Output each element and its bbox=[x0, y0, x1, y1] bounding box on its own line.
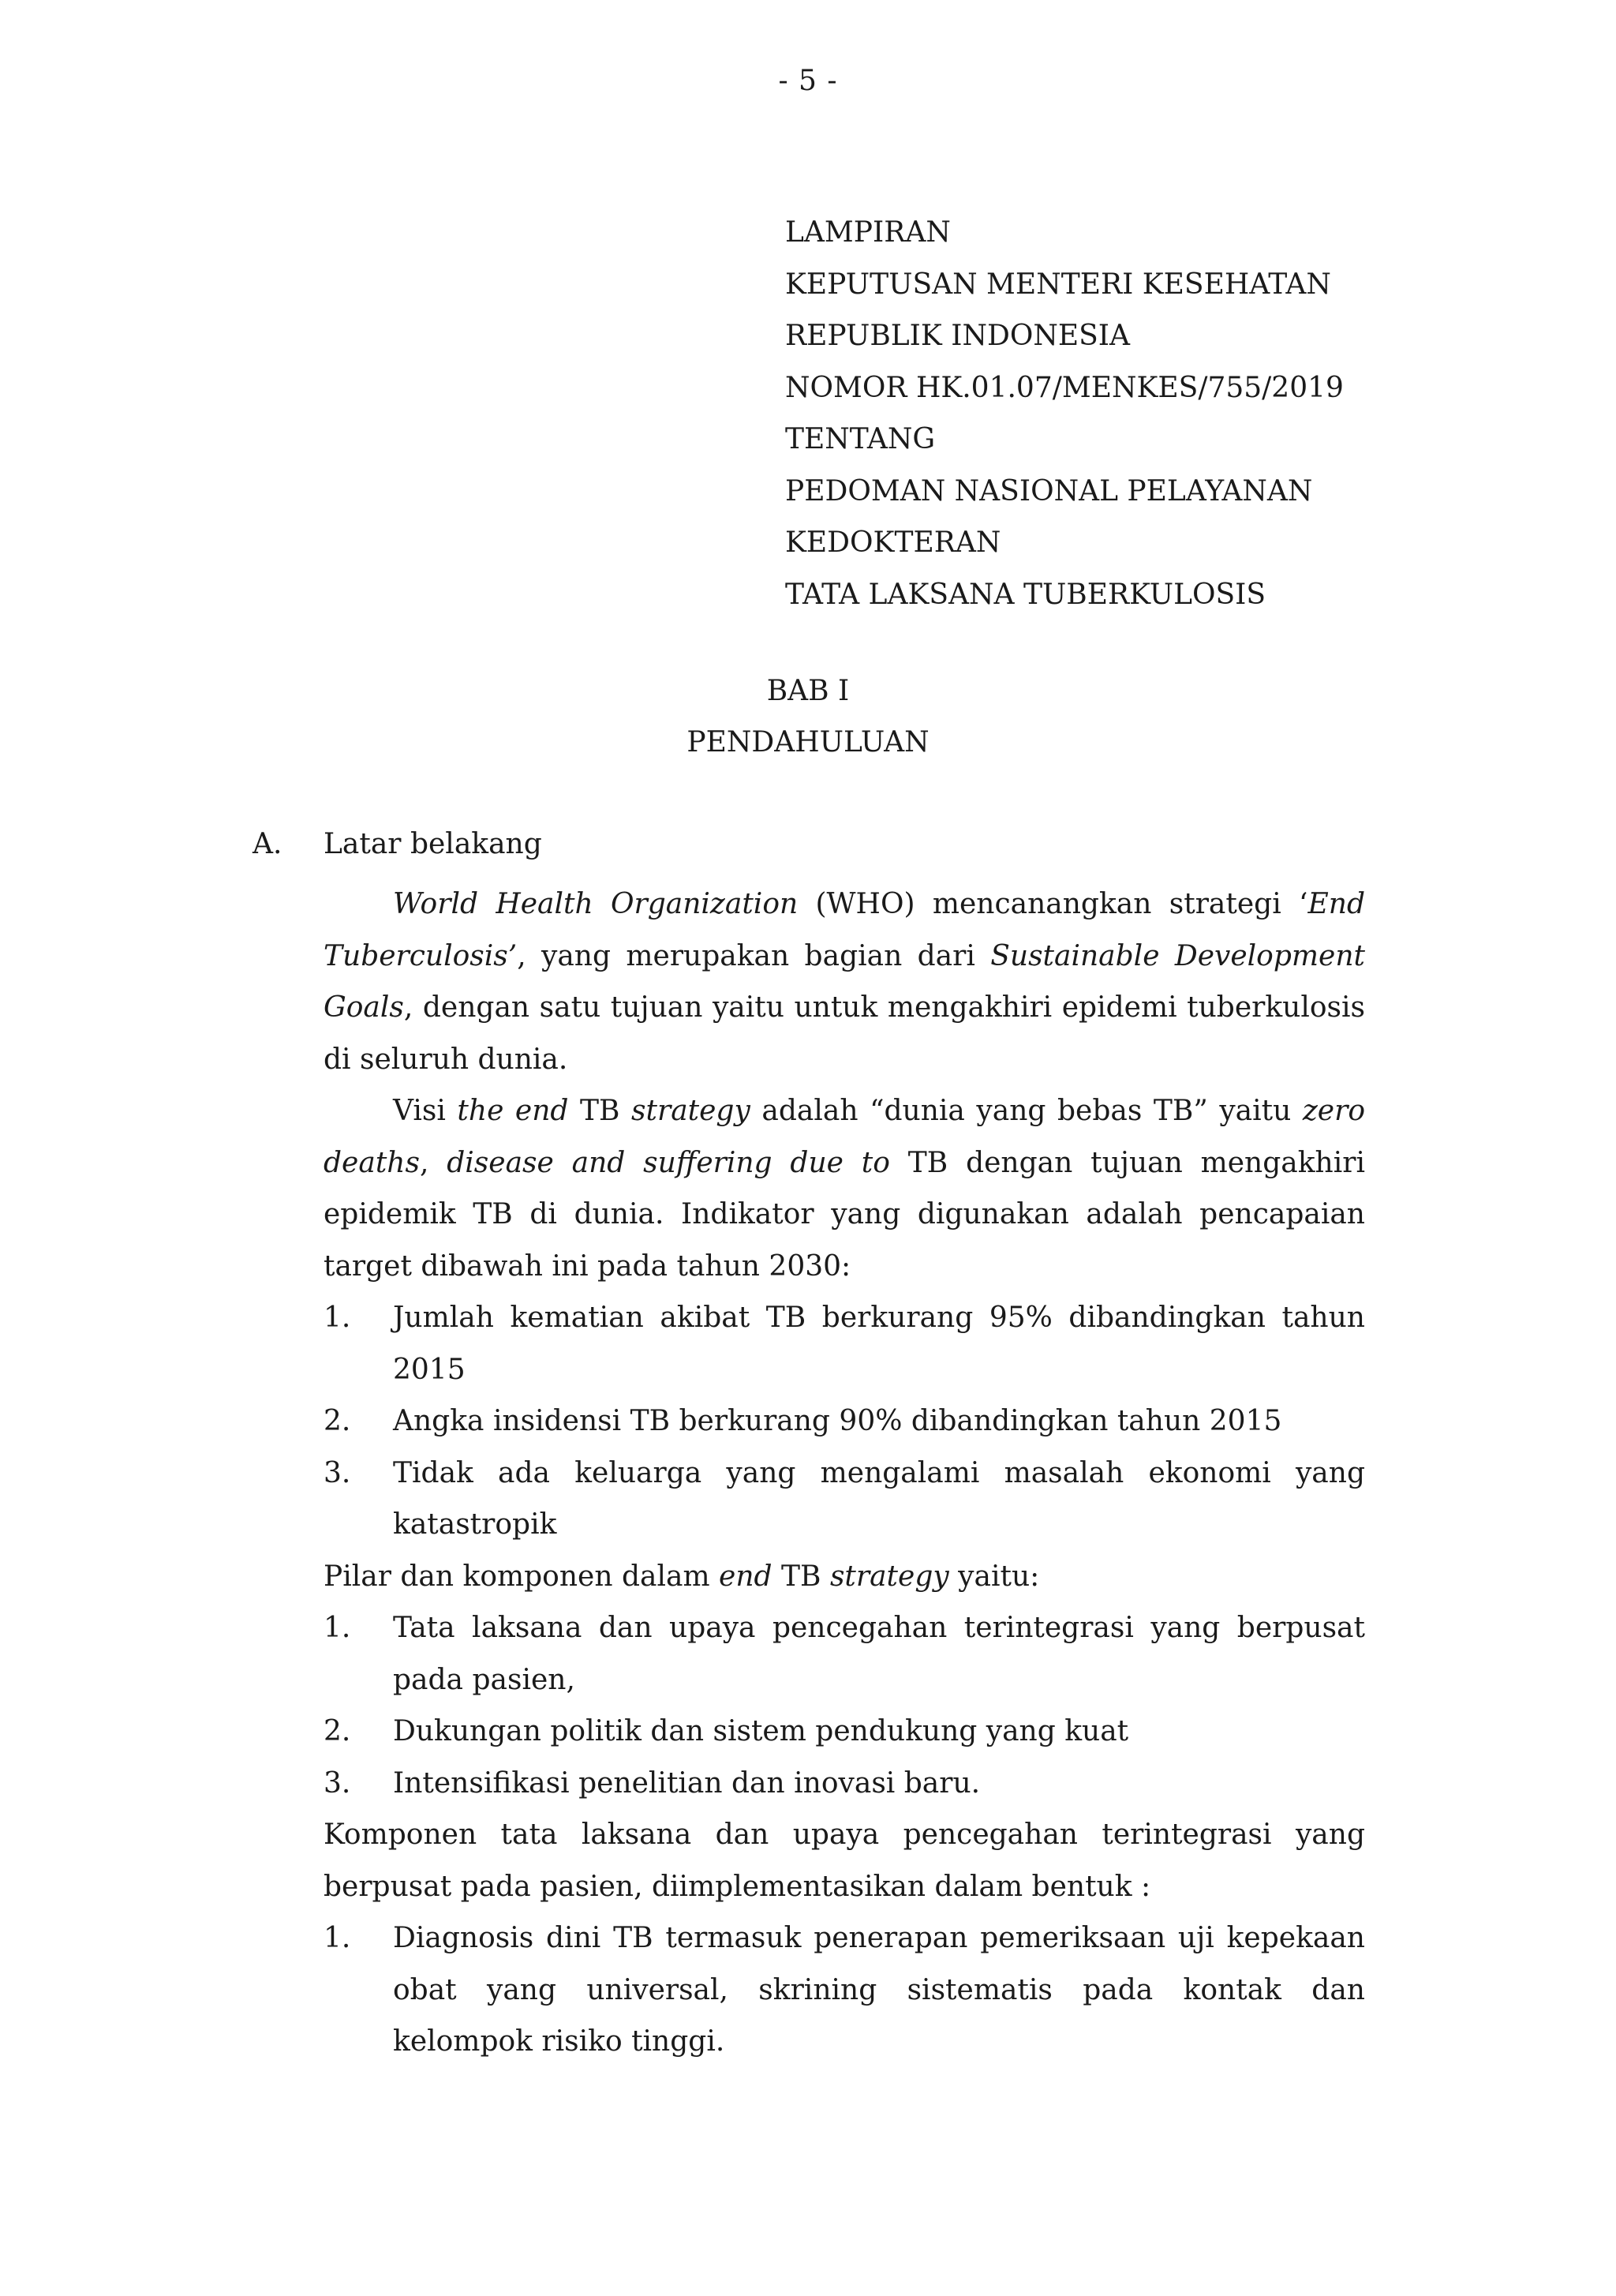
header-line: NOMOR HK.01.07/MENKES/755/2019 bbox=[785, 371, 1344, 404]
text-run: TB dengan tujuan mengakhiri epidemik TB di dunia. Indikator yang digunakan adalah pencapaian target dibawah ini pada tahun 2030: bbox=[324, 1146, 1365, 1283]
text-run: , dengan satu tujuan yaitu untuk mengakhiri epidemi tuberkulosis di seluruh dunia. bbox=[324, 991, 1365, 1076]
header-line: TENTANG bbox=[785, 423, 936, 455]
text-run: World Health Organization bbox=[393, 888, 799, 920]
text-run: adalah “dunia yang bebas TB” yaitu bbox=[750, 1095, 1303, 1127]
list-number: 3. bbox=[324, 1766, 351, 1800]
list-item bbox=[324, 1292, 1365, 1395]
component-list bbox=[324, 1912, 1365, 2068]
chapter-title: PENDAHULUAN bbox=[686, 726, 930, 758]
list-item bbox=[324, 1395, 1365, 1448]
list-number: 2. bbox=[324, 1715, 351, 1747]
list-text: Diagnosis dini TB termasuk penerapan pemeriksaan uji kepekaan obat yang universal, skrining sistematis pada kontak dan kelompok risiko tinggi. bbox=[393, 1922, 1365, 2058]
text-run: Pilar dan komponen dalam bbox=[324, 1560, 720, 1593]
text-run: TB bbox=[772, 1560, 830, 1593]
paragraph-pillars bbox=[324, 1551, 1365, 1603]
list-item bbox=[324, 1912, 1365, 2068]
section-title: Latar belakang bbox=[324, 828, 542, 860]
list-text: Intensifikasi penelitian dan inovasi baru. bbox=[393, 1766, 981, 1800]
text-run: (WHO) mencanangkan strategi ‘ bbox=[798, 888, 1308, 920]
list-text: Angka insidensi TB berkurang 90% dibandingkan tahun 2015 bbox=[393, 1405, 1282, 1437]
target-list bbox=[324, 1292, 1365, 1551]
text-run: Sustainable Development Goals bbox=[324, 939, 1365, 1024]
page-number: - 5 - bbox=[778, 65, 838, 97]
list-item bbox=[324, 1602, 1365, 1706]
chapter-number: BAB I bbox=[766, 675, 850, 707]
list-number: 2. bbox=[324, 1405, 351, 1437]
list-number: 3. bbox=[324, 1456, 351, 1489]
list-number: 1. bbox=[324, 1302, 351, 1334]
pillar-list bbox=[324, 1602, 1365, 1809]
text-run: the end bbox=[457, 1095, 569, 1127]
header-line: REPUBLIK INDONESIA bbox=[785, 320, 1130, 352]
text-run: , yang merupakan bagian dari bbox=[517, 939, 991, 972]
body-text bbox=[324, 878, 1365, 2068]
list-number: 1. bbox=[324, 1922, 351, 1954]
list-text: Dukungan politik dan sistem pendukung yang kuat bbox=[393, 1715, 1129, 1747]
paragraph-vision bbox=[324, 1085, 1365, 1292]
text-run: TB bbox=[568, 1095, 632, 1127]
header-line: KEDOKTERAN bbox=[785, 526, 1001, 559]
text-run: disease and suffering due to bbox=[447, 1146, 890, 1179]
header-line: TATA LAKSANA TUBERKULOSIS bbox=[785, 578, 1266, 611]
text-run: end bbox=[719, 1560, 772, 1593]
header-line: PEDOMAN NASIONAL PELAYANAN bbox=[785, 474, 1313, 508]
paragraph-who-strategy bbox=[324, 878, 1365, 1085]
paragraph-components: Komponen tata laksana dan upaya pencegahan terintegrasi yang berpusat pada pasien, diimplementasikan dalam bentuk : bbox=[324, 1818, 1365, 1903]
list-item bbox=[324, 1758, 1365, 1810]
section-letter: A. bbox=[252, 828, 282, 860]
text-run: Visi bbox=[393, 1095, 458, 1127]
list-item bbox=[324, 1448, 1365, 1551]
header-line: KEPUTUSAN MENTERI KESEHATAN bbox=[785, 268, 1331, 301]
header-line: LAMPIRAN bbox=[785, 216, 951, 249]
text-run: strategy bbox=[631, 1095, 750, 1127]
attachment-header bbox=[785, 207, 1344, 620]
list-number: 1. bbox=[324, 1612, 351, 1644]
list-text: Tata laksana dan upaya pencegahan terintegrasi yang berpusat pada pasien, bbox=[393, 1612, 1365, 1696]
list-text: Jumlah kematian akibat TB berkurang 95% dibandingkan tahun 2015 bbox=[393, 1302, 1365, 1386]
text-run: End Tuberculosis’ bbox=[324, 888, 1365, 972]
list-text: Tidak ada keluarga yang mengalami masalah ekonomi yang katastropik bbox=[393, 1456, 1365, 1541]
text-run: zero deaths bbox=[324, 1095, 1365, 1179]
text-run: strategy bbox=[829, 1560, 949, 1593]
list-item bbox=[324, 1706, 1365, 1758]
text-run: yaitu: bbox=[948, 1560, 1040, 1593]
text-run: , bbox=[419, 1146, 447, 1179]
